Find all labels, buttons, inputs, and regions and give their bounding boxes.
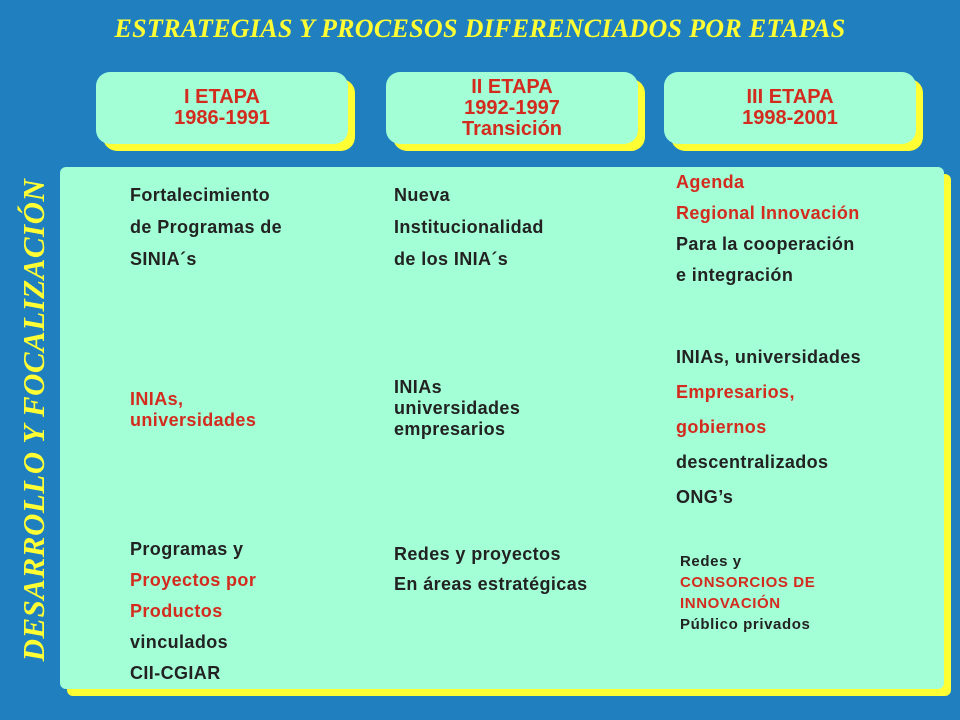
- stage-2-years: 1992-1997: [464, 96, 560, 119]
- col1-focus-line: SINIA´s: [130, 249, 197, 269]
- col1-instruments-line: vinculados: [130, 632, 229, 652]
- col3-focus-line: Regional Innovación: [676, 203, 860, 223]
- content-panel: [60, 167, 944, 689]
- col2-actors-line: empresarios: [394, 419, 506, 439]
- col1-focus: [130, 179, 282, 275]
- col3-actors-line: ONG’s: [676, 487, 734, 507]
- col2-actors-line: INIAs: [394, 377, 443, 397]
- vertical-side-title: DESARROLLO Y FOCALIZACIÓN: [16, 178, 51, 662]
- col2-instruments: [394, 539, 588, 599]
- col1-actors: [130, 389, 256, 431]
- slide-title: ESTRATEGIAS Y PROCESOS DIFERENCIADOS POR ETAPAS: [114, 14, 846, 43]
- col1-focus-line: Fortalecimiento: [130, 185, 271, 205]
- col2-focus-line: Nueva: [394, 185, 451, 205]
- col1-instruments: [130, 534, 256, 689]
- col2-instruments-line: En áreas estratégicas: [394, 574, 588, 594]
- col3-instruments-line: CONSORCIOS DE: [680, 574, 816, 591]
- col3-actors-line: INIAs, universidades: [676, 347, 862, 367]
- col3-instruments-line: INNOVACIÓN: [680, 595, 781, 612]
- stage-1-name: I ETAPA: [184, 86, 260, 108]
- stage-3-years: 1998-2001: [742, 107, 838, 129]
- stage-1-years: 1986-1991: [174, 107, 270, 129]
- col3-actors-line: Empresarios,: [676, 382, 795, 402]
- stage-2-name: II ETAPA: [471, 75, 553, 98]
- col3-focus-line: Para la cooperación: [676, 234, 855, 254]
- stage-box-2: [386, 72, 638, 144]
- col1-instruments-line: CII-CGIAR: [130, 663, 221, 683]
- col1-instruments-line: Proyectos por: [130, 570, 257, 590]
- col2-focus-line: de los INIA´s: [394, 249, 509, 269]
- col3-instruments-line: Redes y: [680, 553, 742, 570]
- col2-focus: [394, 179, 544, 275]
- stage-box-3: [664, 72, 916, 144]
- col2-actors-line: universidades: [394, 398, 521, 418]
- col3-actors-line: gobiernos: [676, 417, 767, 437]
- col3-focus-line: e integración: [676, 265, 794, 285]
- col3-actors-line: descentralizados: [676, 452, 829, 472]
- stage-3-name: III ETAPA: [746, 86, 834, 108]
- col2-actors: [394, 377, 520, 440]
- col1-actors-line: universidades: [130, 410, 257, 430]
- col1-focus-line: de Programas de: [130, 217, 283, 237]
- col3-instruments-line: Público privados: [680, 616, 811, 633]
- col3-actors: [676, 340, 861, 515]
- col1-actors-line: INIAs,: [130, 389, 184, 409]
- col3-instruments: [680, 551, 815, 635]
- stage-box-1: [96, 72, 348, 144]
- col3-focus: [676, 167, 860, 291]
- col3-focus-line: Agenda: [676, 172, 745, 192]
- stage-2-label: Transición: [461, 117, 563, 140]
- col1-instruments-line: Productos: [130, 601, 223, 621]
- col2-instruments-line: Redes y proyectos: [394, 544, 561, 564]
- col2-focus-line: Institucionalidad: [394, 217, 544, 237]
- col1-instruments-line: Programas y: [130, 539, 244, 559]
